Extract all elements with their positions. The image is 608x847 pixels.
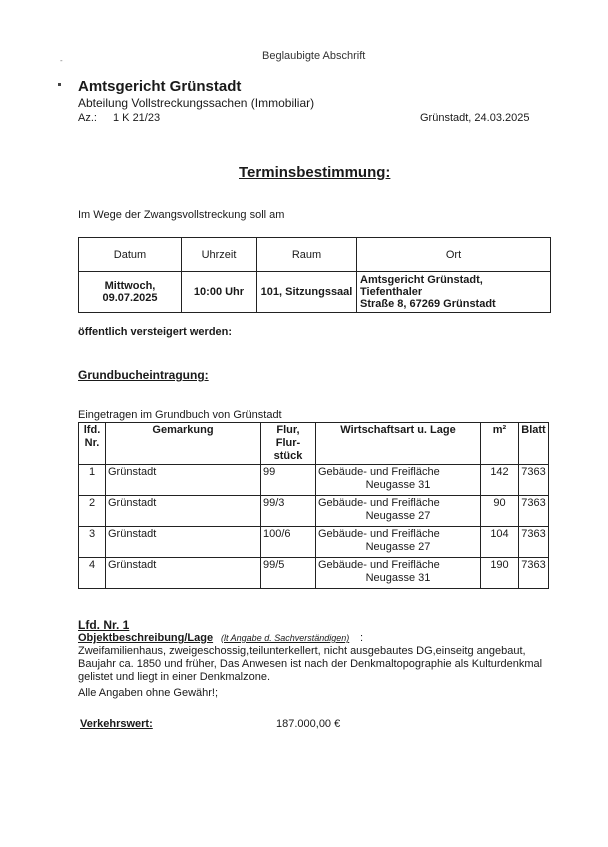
header-time: Uhrzeit [182,238,257,272]
certified-copy-label: Beglaubigte Abschrift [262,50,366,62]
parcels-header-row [79,423,549,465]
parcel-blatt: 7363 [519,558,549,589]
header-area: m² [481,423,519,465]
market-value: 187.000,00 € [276,718,341,730]
parcel-area: 90 [481,496,519,527]
parcel-flurstueck: 100/6 [261,527,316,558]
appointment-row [79,272,551,313]
parcel-nr: 2 [79,496,106,527]
parcel-lage: Neugasse 27 [365,541,431,553]
header-nr-line-2: Nr. [84,437,100,449]
parcel-art: Gebäude- und Freifläche [318,559,440,571]
parcel-lage: Neugasse 27 [365,510,431,522]
appointment-weekday: Mittwoch, [104,280,156,292]
margin-dot [58,83,61,86]
court-division: Abteilung Vollstreckungssachen (Immobiliar) [78,96,315,110]
appointment-date [79,272,182,313]
location-line-1: Amtsgericht Grünstadt, Tiefenthaler [360,274,483,298]
header-flurstueck [261,423,316,465]
object-description-heading: Objektbeschreibung/Lage [78,632,214,644]
market-value-label: Verkehrswert: [80,718,153,730]
parcel-row [79,465,549,496]
location-line-2: Straße 8, 67269 Grünstadt [360,298,496,310]
parcel-flurstueck: 99 [261,465,316,496]
land-register-intro: Eingetragen im Grundbuch von Grünstadt [78,409,282,421]
parcel-nr: 1 [79,465,106,496]
header-location: Ort [357,238,551,272]
parcel-lage: Neugasse 31 [365,479,431,491]
case-number: 1 K 21/23 [113,112,161,124]
header-wirtschaftsart: Wirtschaftsart u. Lage [316,423,481,465]
parcel-art: Gebäude- und Freifläche [318,466,440,478]
parcel-area: 142 [481,465,519,496]
header-nr-line-1: lfd. [83,424,101,436]
parcel-gemarkung: Grünstadt [106,527,261,558]
parcel-blatt: 7363 [519,496,549,527]
object-heading-colon: : [360,632,364,644]
court-name: Amtsgericht Grünstadt [78,78,242,95]
parcel-area: 104 [481,527,519,558]
header-date: Datum [79,238,182,272]
header-room: Raum [257,238,357,272]
parcel-row [79,496,549,527]
parcel-row [79,527,549,558]
appointment-location [357,272,551,313]
parcel-gemarkung: Grünstadt [106,496,261,527]
disclaimer: Alle Angaben ohne Gewähr!; [78,687,219,699]
appointment-time: 10:00 Uhr [182,272,257,313]
parcel-art: Gebäude- und Freifläche [318,497,440,509]
header-blatt: Blatt [519,423,549,465]
parcel-lage: Neugasse 31 [365,572,431,584]
header-gemarkung: Gemarkung [106,423,261,465]
land-register-heading: Grundbucheintragung: [78,368,209,382]
parcel-nr: 3 [79,527,106,558]
parcel-blatt: 7363 [519,527,549,558]
parcel-flurstueck: 99/3 [261,496,316,527]
appointment-header-row [79,238,551,272]
header-flur-line-1: Flur, Flur- [275,424,301,449]
parcel-gemarkung: Grünstadt [106,558,261,589]
auction-text: öffentlich versteigert werden: [78,326,233,338]
parcel-gemarkung: Grünstadt [106,465,261,496]
document-title: Terminsbestimmung: [239,164,391,181]
case-label: Az.: [78,112,97,124]
header-nr [79,423,106,465]
appointment-date-value: 09.07.2025 [102,292,158,304]
margin-tick: - [60,56,63,65]
parcel-flurstueck: 99/5 [261,558,316,589]
parcel-wirtschaftsart [316,558,481,589]
parcel-wirtschaftsart [316,465,481,496]
appointment-room: 101, Sitzungssaal [257,272,357,313]
parcel-wirtschaftsart [316,496,481,527]
appointment-table [78,237,551,313]
parcel-art: Gebäude- und Freifläche [318,528,440,540]
intro-text: Im Wege der Zwangsvollstreckung soll am [78,209,285,221]
header-flur-line-2: stück [273,450,303,462]
parcel-area: 190 [481,558,519,589]
parcel-wirtschaftsart [316,527,481,558]
place-date: Grünstadt, 24.03.2025 [420,112,530,124]
parcel-row [79,558,549,589]
parcel-blatt: 7363 [519,465,549,496]
lfd-nr-heading: Lfd. Nr. 1 [78,618,130,632]
parcels-table [78,422,549,589]
object-description-text: Zweifamilienhaus, zweigeschossig,teilunterkellert, nicht ausgebautes DG,einseitg angebaut, Baujahr ca. 1850 und früher, Das Anwesen ist nach der Denkmaltopographie als Kulturdenkmal gelistet und liegt in einer Denkmalzone. [78,645,543,683]
expert-note: (lt Angabe d. Sachverständigen) [221,633,350,643]
parcel-nr: 4 [79,558,106,589]
